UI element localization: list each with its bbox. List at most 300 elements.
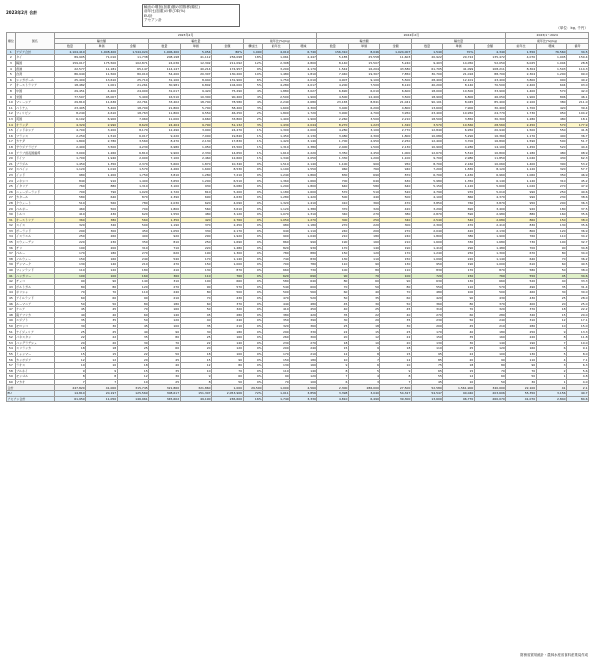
total-value-cell: 1,000 xyxy=(263,385,290,391)
value-cell: 6% xyxy=(243,77,263,83)
value-cell: 630 xyxy=(380,178,411,184)
value-cell: 0% xyxy=(243,295,263,301)
value-cell: 2,044 xyxy=(290,122,317,128)
value-cell: 960 xyxy=(317,167,348,173)
value-cell: 20,922 xyxy=(411,55,442,61)
value-cell: 760 xyxy=(212,273,243,279)
legend-box xyxy=(142,4,240,27)
value-cell: 10% xyxy=(243,72,263,78)
value-cell: 20 xyxy=(380,340,411,346)
value-cell: 500 xyxy=(380,195,411,201)
value-cell: 1,400 xyxy=(263,116,290,122)
value-cell: 140 xyxy=(117,279,148,285)
country-cell: 英国 xyxy=(15,116,54,122)
value-cell: 1,550 xyxy=(290,167,317,173)
value-cell: 8 xyxy=(317,368,348,374)
value-cell: 2,304 xyxy=(506,72,536,78)
country-cell: クウェート xyxy=(15,200,54,206)
value-cell: 3,700 xyxy=(443,139,474,145)
value-cell: 50 xyxy=(117,318,148,324)
country-cell: インドネシア xyxy=(15,128,54,134)
value-cell: 8 xyxy=(536,335,566,341)
rank-cell: 38 xyxy=(7,256,16,262)
value-cell: 30 xyxy=(536,290,566,296)
value-cell: 700 xyxy=(317,178,348,184)
total-value-cell: 14,810 xyxy=(54,391,85,397)
value-cell: 450 xyxy=(290,307,317,313)
value-cell: 38.0 xyxy=(567,267,589,273)
value-cell: 30 xyxy=(380,323,411,329)
value-cell: 18 xyxy=(536,307,566,313)
export-table xyxy=(6,32,589,402)
value-cell: 114,147 xyxy=(149,66,180,72)
country-cell: パキスタン xyxy=(15,335,54,341)
value-cell: 25 xyxy=(54,329,85,335)
value-cell: 190 xyxy=(317,239,348,245)
value-cell: 210 xyxy=(474,323,505,329)
value-cell: 1,400 xyxy=(506,161,536,167)
value-cell: 25 xyxy=(380,329,411,335)
value-cell: 440 xyxy=(263,301,290,307)
total-value-cell: 3,856 xyxy=(290,391,317,397)
hdr-period-cur: 2023年2月 xyxy=(54,33,317,39)
value-cell: 270 xyxy=(290,340,317,346)
value-cell: 24,036 xyxy=(149,60,180,66)
value-cell: 300 xyxy=(380,223,411,229)
total-value-cell: 203,606 xyxy=(474,391,505,397)
value-cell: 0% xyxy=(243,161,263,167)
value-cell: 210 xyxy=(212,323,243,329)
value-cell: 60 xyxy=(380,295,411,301)
value-cell: 8,304 xyxy=(506,66,536,72)
value-cell: 570 xyxy=(474,284,505,290)
value-cell: 990 xyxy=(506,195,536,201)
value-cell: 77,507 xyxy=(54,94,85,100)
value-cell: 53.2 xyxy=(567,161,589,167)
value-cell: 5,150 xyxy=(411,184,442,190)
value-cell: 370 xyxy=(212,301,243,307)
value-cell: 1,010 xyxy=(86,167,117,173)
value-cell: 2,250 xyxy=(54,133,85,139)
value-cell: 9,900 xyxy=(149,150,180,156)
value-cell: 1,730 xyxy=(506,111,536,117)
value-cell: 35.6 xyxy=(567,212,589,218)
value-cell: 135,472 xyxy=(474,55,505,61)
value-cell: 46.9 xyxy=(567,172,589,178)
value-cell: 31.4 xyxy=(567,284,589,290)
value-cell: 1,480 xyxy=(474,245,505,251)
value-cell: 88,700 xyxy=(474,72,505,78)
value-cell: 90 xyxy=(86,279,117,285)
value-cell: 30,400 xyxy=(474,105,505,111)
footer-note: 財務省貿易統計・農林水産省食料産業局作成 xyxy=(520,653,588,657)
value-cell: 50 xyxy=(86,301,117,307)
value-cell: 570 xyxy=(536,122,566,128)
hdr-col: 金額 xyxy=(380,44,411,50)
value-cell: 47.9 xyxy=(567,184,589,190)
value-cell: 660 xyxy=(263,267,290,273)
value-cell: 6,010 xyxy=(348,88,379,94)
report-title: 2023年2月 合計 xyxy=(6,10,38,15)
value-cell: 45 xyxy=(54,307,85,313)
value-cell: 0% xyxy=(243,212,263,218)
value-cell: 200 xyxy=(411,323,442,329)
value-cell: 520 xyxy=(536,144,566,150)
total-value-cell: 1,561,900 xyxy=(443,385,474,391)
value-cell: 10 xyxy=(380,363,411,369)
total-value-cell: 29,500 xyxy=(243,385,263,391)
value-cell: 170 xyxy=(263,351,290,357)
value-cell: 9,220 xyxy=(149,133,180,139)
rank-cell: 23 xyxy=(7,172,16,178)
total-label: EU xyxy=(7,391,55,397)
value-cell: 18,482 xyxy=(54,83,85,89)
value-cell: 2,050 xyxy=(290,156,317,162)
value-cell: 270 xyxy=(411,312,442,318)
value-cell: 22 xyxy=(380,335,411,341)
country-cell: スイス xyxy=(15,223,54,229)
rank-cell: 40 xyxy=(7,267,16,273)
value-cell: 38.0 xyxy=(567,217,589,223)
value-cell: 320 xyxy=(263,323,290,329)
value-cell: 860 xyxy=(506,217,536,223)
total-value-cell: 49,190 xyxy=(180,396,211,402)
value-cell: 710 xyxy=(149,245,180,251)
value-cell: 2,447 xyxy=(290,55,317,61)
value-cell: 340 xyxy=(86,223,117,229)
value-cell: 240 xyxy=(149,290,180,296)
value-cell: 1,600 xyxy=(411,239,442,245)
hdr-col: 金額 xyxy=(474,44,505,50)
rank-cell: 22 xyxy=(7,167,16,173)
value-cell: 2,980 xyxy=(474,212,505,218)
value-cell: 140 xyxy=(290,368,317,374)
value-cell: 8,470 xyxy=(149,139,180,145)
total-value-cell: 4,810 xyxy=(317,396,348,402)
value-cell: 940 xyxy=(380,167,411,173)
value-cell: 110 xyxy=(117,290,148,296)
value-cell: 1,750 xyxy=(263,77,290,83)
country-cell: ミャンマー xyxy=(15,351,54,357)
value-cell: 2,308 xyxy=(263,60,290,66)
value-cell: 560 xyxy=(290,290,317,296)
value-cell: 8,120 xyxy=(474,167,505,173)
rank-cell: 35 xyxy=(7,239,16,245)
value-cell: 46,250 xyxy=(212,111,243,117)
value-cell: 340 xyxy=(380,217,411,223)
value-cell: 25,710 xyxy=(117,77,148,83)
value-cell: 360 xyxy=(149,273,180,279)
value-cell: 0% xyxy=(243,256,263,262)
value-cell: 4% xyxy=(243,100,263,106)
value-cell: 6,980 xyxy=(149,144,180,150)
value-cell: 620 xyxy=(149,251,180,257)
value-cell: 430 xyxy=(212,295,243,301)
value-cell: 1,660 xyxy=(290,178,317,184)
value-cell: 18 xyxy=(348,323,379,329)
hdr-col: 金額 xyxy=(117,44,148,50)
value-cell: 18,000 xyxy=(411,88,442,94)
value-cell: 690 xyxy=(180,195,211,201)
value-cell: 1,061 xyxy=(263,55,290,61)
value-cell: 9,403 xyxy=(411,60,442,66)
rank-cell: 39 xyxy=(7,262,16,268)
value-cell: 1,180 xyxy=(290,223,317,229)
value-cell: 860 xyxy=(263,239,290,245)
value-cell: 45 xyxy=(380,307,411,313)
value-cell: 14,050 xyxy=(443,60,474,66)
value-cell: 40 xyxy=(86,312,117,318)
value-cell: 250 xyxy=(443,251,474,257)
value-cell: 2,500 xyxy=(263,94,290,100)
value-cell: 4,340 xyxy=(474,49,505,55)
unit-note: （単位：kg, 千円） xyxy=(556,26,588,30)
rank-cell: 57 xyxy=(7,363,16,369)
value-cell: 1,600 xyxy=(290,189,317,195)
total-value-cell: 345,602 xyxy=(149,396,180,402)
value-cell: 1,400 xyxy=(506,88,536,94)
value-cell: 12 xyxy=(348,335,379,341)
value-cell: 35 xyxy=(117,335,148,341)
value-cell: 24,470 xyxy=(212,128,243,134)
value-cell: 5,400 xyxy=(86,105,117,111)
total-value-cell: 3,040 xyxy=(348,391,379,397)
country-cell: 米国 xyxy=(15,94,54,100)
value-cell: 20 xyxy=(536,301,566,307)
value-cell: 180 xyxy=(290,357,317,363)
value-cell: 110 xyxy=(443,284,474,290)
value-cell: 18 xyxy=(180,351,211,357)
value-cell: 0% xyxy=(243,239,263,245)
value-cell: 0% xyxy=(243,251,263,257)
total-value-cell: 54,547 xyxy=(411,391,442,397)
rank-cell: 3 xyxy=(7,60,16,66)
hdr-col: 増減 xyxy=(290,44,317,50)
value-cell: 500 xyxy=(212,290,243,296)
country-cell: スウェーデン xyxy=(15,239,54,245)
value-cell: 22.2 xyxy=(567,307,589,313)
value-cell: 160 xyxy=(474,335,505,341)
value-cell: 35 xyxy=(180,323,211,329)
value-cell: 2,010 xyxy=(290,77,317,83)
value-cell: 11,850 xyxy=(474,156,505,162)
value-cell: 7 xyxy=(536,340,566,346)
value-cell: 500 xyxy=(86,206,117,212)
value-cell: 200 xyxy=(263,346,290,352)
value-cell: 40.2 xyxy=(567,77,589,83)
value-cell: 11,636 xyxy=(86,100,117,106)
value-cell: 1,040 xyxy=(506,156,536,162)
value-cell: 2,720 xyxy=(149,189,180,195)
value-cell: 6,080 xyxy=(212,184,243,190)
value-cell: 500 xyxy=(474,290,505,296)
value-cell: 35 xyxy=(536,284,566,290)
value-cell: 38.6 xyxy=(567,195,589,201)
value-cell: 580 xyxy=(54,195,85,201)
value-cell: 320 xyxy=(212,307,243,313)
value-cell: 180 xyxy=(149,301,180,307)
country-cell: ポーランド xyxy=(15,228,54,234)
value-cell: 22 xyxy=(443,351,474,357)
rank-cell: 34 xyxy=(7,234,16,240)
value-cell: 1,570 xyxy=(117,167,148,173)
value-cell: 100 xyxy=(317,267,348,273)
value-cell: 3,900 xyxy=(317,111,348,117)
value-cell: 3,560 xyxy=(117,139,148,145)
value-cell: 6,802 xyxy=(180,83,211,89)
value-cell: 90 xyxy=(506,363,536,369)
value-cell: 100 xyxy=(212,351,243,357)
value-cell: 1,310 xyxy=(263,144,290,150)
hdr-col: 構成比 xyxy=(243,44,263,50)
rank-cell: 42 xyxy=(7,279,16,285)
value-cell: 500 xyxy=(536,139,566,145)
value-cell: 40,200 xyxy=(411,83,442,89)
value-cell: 15 xyxy=(380,351,411,357)
value-cell: 830 xyxy=(317,172,348,178)
value-cell: 9,420 xyxy=(180,88,211,94)
value-cell: 90 xyxy=(54,279,85,285)
value-cell: 760 xyxy=(506,234,536,240)
value-cell: 10 xyxy=(117,379,148,385)
value-cell: 8,841 xyxy=(348,100,379,106)
country-cell: タイ xyxy=(15,55,54,61)
value-cell: 7,900 xyxy=(443,105,474,111)
total-value-cell: 39,300 xyxy=(380,396,411,402)
value-cell: 159,017 xyxy=(54,60,85,66)
country-cell: オランダ xyxy=(15,122,54,128)
value-cell: 2,000 xyxy=(290,128,317,134)
value-cell: 130 xyxy=(180,267,211,273)
value-cell: 120 xyxy=(212,346,243,352)
value-cell: 160 xyxy=(117,273,148,279)
value-cell: 220 xyxy=(506,335,536,341)
value-cell: 51,132 xyxy=(212,122,243,128)
total-value-cell: 247,820 xyxy=(54,385,85,391)
country-cell: エジプト xyxy=(15,318,54,324)
value-cell: 730 xyxy=(290,267,317,273)
value-cell: 110 xyxy=(506,357,536,363)
country-cell: カナダ xyxy=(15,139,54,145)
value-cell: 220 xyxy=(180,245,211,251)
rank-cell: 10 xyxy=(7,100,16,106)
value-cell: 10 xyxy=(443,379,474,385)
value-cell: 23,165 xyxy=(317,100,348,106)
value-cell: 60 xyxy=(149,346,180,352)
rank-cell: 15 xyxy=(7,128,16,134)
value-cell: 33.3 xyxy=(567,279,589,285)
value-cell: 4,610 xyxy=(86,111,117,117)
total-row xyxy=(7,396,589,402)
value-cell: 1,900 xyxy=(290,94,317,100)
value-cell: 150.4 xyxy=(567,55,589,61)
value-cell: 240 xyxy=(290,346,317,352)
value-cell: 15,507 xyxy=(348,60,379,66)
rank-cell: 18 xyxy=(7,144,16,150)
value-cell: 3,350 xyxy=(317,150,348,156)
value-cell: 40 xyxy=(443,329,474,335)
value-cell: 190 xyxy=(380,245,411,251)
value-cell: 7 xyxy=(54,379,85,385)
value-cell: 100 xyxy=(180,279,211,285)
value-cell: 150 xyxy=(263,357,290,363)
value-cell: 80,010 xyxy=(117,72,148,78)
value-cell: 20 xyxy=(348,318,379,324)
value-cell: 89,905 xyxy=(54,55,85,61)
rank-cell: 58 xyxy=(7,368,16,374)
value-cell: 16,360 xyxy=(474,133,505,139)
value-cell: 20 xyxy=(180,346,211,352)
value-cell: 90,400 xyxy=(212,94,243,100)
value-cell: 12 xyxy=(443,374,474,380)
value-cell: 4,400 xyxy=(86,88,117,94)
value-cell: 43,400 xyxy=(474,77,505,83)
total-value-cell: 151,307 xyxy=(180,391,211,397)
value-cell: 1,200 xyxy=(86,172,117,178)
value-cell: 40 xyxy=(54,312,85,318)
value-cell: 12 xyxy=(86,357,117,363)
country-cell: ラオス xyxy=(15,363,54,369)
hdr-total-prev: 輸出額 xyxy=(317,38,411,44)
value-cell: 0% xyxy=(243,245,263,251)
value-cell: 580 xyxy=(506,267,536,273)
value-cell: 0% xyxy=(243,200,263,206)
value-cell: 2,780 xyxy=(86,139,117,145)
value-cell: 36.7 xyxy=(567,133,589,139)
legend-line-3: EU計 xyxy=(144,13,153,18)
value-cell: 240 xyxy=(117,256,148,262)
value-cell: 5% xyxy=(243,83,263,89)
value-cell: 1,200 xyxy=(180,178,211,184)
value-cell: 130 xyxy=(506,351,536,357)
hdr-col: 前年比 xyxy=(506,44,536,50)
value-cell: 0% xyxy=(243,262,263,268)
value-cell: 2,300 xyxy=(411,223,442,229)
value-cell: 1,542 xyxy=(317,66,348,72)
value-cell: 2,540 xyxy=(411,217,442,223)
value-cell: 70 xyxy=(117,307,148,313)
total-value-cell: 6,490 xyxy=(348,396,379,402)
rank-cell: 31 xyxy=(7,217,16,223)
rank-cell: 17 xyxy=(7,139,16,145)
value-cell: 180 xyxy=(348,234,379,240)
value-cell: 17,830 xyxy=(212,139,243,145)
value-cell: 2,380 xyxy=(290,144,317,150)
value-cell: 2 xyxy=(536,368,566,374)
value-cell: 0% xyxy=(243,206,263,212)
value-cell: 5,400 xyxy=(117,94,148,100)
value-cell: 150 xyxy=(443,273,474,279)
value-cell: 7.1 xyxy=(567,357,589,363)
value-cell: 130 xyxy=(536,223,566,229)
value-cell: 22 xyxy=(117,351,148,357)
value-cell: 110 xyxy=(263,368,290,374)
hdr-ratio-ytd: 前年比(%)(kg) xyxy=(506,38,589,44)
value-cell: 870 xyxy=(117,195,148,201)
value-cell: 6.3 xyxy=(567,363,589,369)
total-value-cell: 1,740 xyxy=(263,396,290,402)
value-cell: 1,410 xyxy=(411,245,442,251)
value-cell: 40 xyxy=(117,329,148,335)
value-cell: 2,220 xyxy=(290,150,317,156)
value-cell: 45 xyxy=(86,307,117,313)
value-cell: 4,800 xyxy=(380,105,411,111)
value-cell: 450 xyxy=(117,228,148,234)
value-cell: 3,610 xyxy=(212,206,243,212)
value-cell: 5,700 xyxy=(180,105,211,111)
value-cell: 270 xyxy=(149,284,180,290)
value-cell: 170 xyxy=(54,251,85,257)
